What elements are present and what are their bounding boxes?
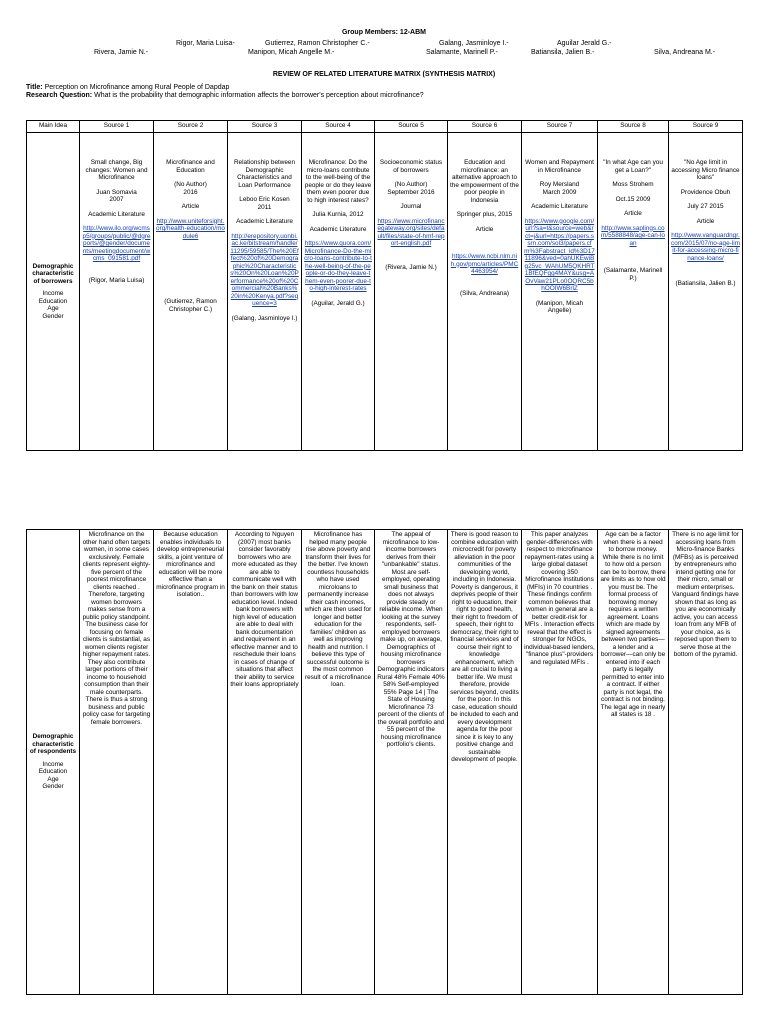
source-link[interactable]: http://www.saplings.com/5588848/age-can-loan bbox=[601, 224, 665, 247]
main-idea-cell bbox=[27, 133, 80, 451]
source-title: Women and Repayment in Microfinance bbox=[525, 159, 594, 174]
source-author: Julia Kurnia, 2012 bbox=[312, 211, 364, 218]
synthesis-cell: There is good reason to combine education with microcredit for poverty alleviation in the poor communities of the developing world, including in Indonesia. Poverty is dangerous, it deprives people of their right to education, their right to good health, their right to freedom of speech, their right to democracy, their right to financial services and of course their right to knowledge enhancement, which are all crucial to living a better life. We must therefore, provide services beyond, credits for the poor. In this case, education should be included to each and every development agenda for the poor since it is key to any positive change and sustainable development of people. bbox=[448, 530, 522, 995]
source-type: Academic Literature bbox=[531, 203, 588, 210]
matrix-title: REVIEW OF RELATED LITERATURE MATRIX (SYNTHESIS MATRIX) bbox=[272, 71, 496, 78]
column-header: Source 5 bbox=[375, 121, 448, 133]
source-cell bbox=[669, 133, 743, 451]
source-member: (Rigor, Maria Luisa) bbox=[88, 276, 145, 284]
source-year: September 2016 bbox=[387, 188, 435, 196]
member-name: Silva, Andreana M.- bbox=[654, 49, 716, 56]
member-name: Galang, Jasminloye I.- bbox=[439, 40, 509, 47]
source-type: Academic Literature bbox=[309, 225, 367, 233]
source-cell bbox=[448, 133, 522, 451]
source-link[interactable]: http://www.ilo.org/wcmsp5/groups/public/@dgreports/@gender/documents/meetingdocument/wcms_091581.pdf bbox=[82, 225, 151, 262]
source-link[interactable]: http://erepository.uonbi.ac.ke/bitstream/handle/11295/59585/The%20Effect%20of%20Demographic%20Characteristics%20On%20Loan%20Performance%20of%20Commercial%20Banks%20in%20Kenya.pdf?sequence=3 bbox=[230, 232, 299, 307]
source-author: (No Author) bbox=[394, 181, 428, 188]
synthesis-cell: Because education enables individuals to develop entrepreneurial skills, a joint venture of microfinance and education will be more effective than a microfinance program in isolation.. bbox=[154, 530, 228, 995]
source-author: Providence Obuh bbox=[680, 188, 731, 196]
member-name: Aguilar Jerald G.- bbox=[557, 40, 612, 47]
source-title: "No Age limit in accessing Micro finance loans" bbox=[671, 159, 740, 181]
column-header: Source 8 bbox=[598, 121, 669, 133]
main-idea-title: Demographic characteristic of respondents bbox=[29, 733, 77, 756]
column-header: Source 7 bbox=[522, 121, 598, 133]
source-author: Moss Strohem bbox=[612, 181, 654, 188]
source-year: July 27 2015 bbox=[687, 203, 724, 210]
source-type: Article bbox=[624, 210, 642, 217]
source-member: (Salamante, Marinell P.) bbox=[603, 267, 663, 282]
source-cell bbox=[522, 133, 598, 451]
source-member: (Galang, Jasminloye I.) bbox=[231, 314, 298, 322]
main-idea-item: Gender bbox=[42, 783, 64, 791]
source-title: Microfinance: Do the micro-loans contribute to the well-being of the people or do they leave them even poorer due to high interest rates? bbox=[304, 159, 372, 204]
title-line bbox=[26, 84, 229, 92]
source-cell bbox=[154, 133, 228, 451]
source-title: Microfinance and Education bbox=[166, 159, 215, 174]
source-author: Roy Mersland bbox=[539, 181, 580, 188]
synthesis-cell: According to Nguyen (2007) most banks consider favorably borrowers who are more educated as they are able to communicate well with the bank on their status than borrowers with low education level. Indeed bank borrowers with high level of education are able to deal with bank documentation and requirement in an effective manner and to reschedule their loans in cases of change of situations that affect their ability to service their loans appropriately bbox=[228, 530, 302, 995]
synthesis-cell: There is no age limit for accessing loans from Micro-finance Banks (MFBs) as is perceived by entrepreneurs who intend getting one for their micro, small or medium enterprises. Vanguard findings have shown that as long as you are economically active, you can access loan from any MFB of your choice, as is reposed upon them to serve those at the bottom of the pyramid. bbox=[669, 530, 743, 995]
column-header: Source 9 bbox=[669, 121, 743, 133]
member-name: Rigor, Maria Luisa- bbox=[176, 40, 235, 47]
source-title: Relationship between Demographic Characteristics and Loan Performance bbox=[233, 159, 296, 189]
source-type: Academic Literature bbox=[236, 218, 293, 225]
main-idea-item: Income bbox=[42, 760, 64, 768]
source-year: 2007 bbox=[109, 196, 124, 203]
source-member: (Rivera, Jamie N.) bbox=[385, 263, 437, 271]
table-row bbox=[27, 133, 743, 451]
sources-table bbox=[26, 120, 743, 451]
member-name: Batiansila, Jalien B.- bbox=[531, 49, 595, 56]
research-question-line bbox=[26, 92, 424, 100]
main-idea-cell bbox=[27, 530, 80, 995]
synthesis-cell: Microfinance on the other hand often targets women, in some cases exclusively. Female clients represent eighty-five percent of the poorest microfinance clients reached . Therefore, targeting women borrowers makes sense from a public policy standpoint. The business case for focusing on female clients is substantial, as women clients register higher repayment rates. They also contribute larger portions of their income to household consumption than their male counterparts. There is thus a strong business and public policy case for targeting female borrowers. bbox=[80, 530, 154, 995]
source-cell bbox=[302, 133, 375, 451]
main-idea-item: Income bbox=[42, 290, 64, 298]
source-title: Socioeconomic status of borrowers bbox=[379, 159, 443, 174]
source-author: Juan Somavia bbox=[96, 188, 137, 196]
member-name: Gutierrez, Ramon Christopher C.- bbox=[265, 40, 370, 47]
header-row bbox=[27, 121, 743, 133]
column-header: Source 3 bbox=[228, 121, 302, 133]
research-question-text: What is the probability that demographic information affects the borrower's perception about microfinance? bbox=[94, 92, 424, 99]
source-link[interactable]: http://www.vanguardngr.com/2015/07/no-age-limit-for-accessing-micro-finance-loans/ bbox=[671, 232, 740, 262]
source-title: Education and microfinance: an alternative approach to the empowerment of the poor people in Indonesia bbox=[450, 159, 519, 204]
research-question-label: Research Question: bbox=[26, 92, 93, 99]
synthesis-cell: Microfinance has helped many people rise above poverty and transform their lives for the better. I've known countless households who have used microloans to permanently increase their cash incomes, which are then used for longer and better education for the families' children as well as improving health and nutrition. I believe this type of successful outcome is the most common result of a microfinance loan. bbox=[302, 530, 375, 995]
source-year: Oct.15 2009 bbox=[615, 195, 651, 203]
member-name: Salamante, Marinell P.- bbox=[426, 49, 498, 56]
main-idea-item: Age bbox=[47, 775, 59, 783]
source-type: Article bbox=[696, 217, 715, 225]
members-row-1 bbox=[0, 40, 768, 49]
source-type: Journal bbox=[400, 203, 422, 210]
column-header: Source 1 bbox=[80, 121, 154, 133]
source-type: Academic Literature bbox=[88, 210, 145, 218]
source-cell bbox=[228, 133, 302, 451]
column-header: Source 4 bbox=[302, 121, 375, 133]
source-link[interactable]: https://www.ncbi.nlm.nih.gov/pmc/articles/PMC4463954/ bbox=[450, 253, 519, 275]
source-title: Small change, Big changes: Women and Microfinance bbox=[85, 159, 148, 181]
source-year: March 2009 bbox=[542, 188, 577, 196]
member-name: Manipon, Micah Angelle M.- bbox=[248, 49, 335, 56]
source-cell bbox=[375, 133, 448, 451]
column-header: Source 6 bbox=[448, 121, 522, 133]
source-link[interactable]: https://www.quora.com/Microfinance-Do-the-micro-loans-contribute-to-the-well-being-of-the-people-or-do-they-leave-them-even-poorer-due-to-high-interest-rates bbox=[304, 240, 372, 292]
source-author: (No Author) bbox=[174, 181, 207, 188]
column-header: Main Idea bbox=[27, 121, 80, 133]
title-text: Perception on Microfinance among Rural People of Dapdap bbox=[44, 84, 230, 91]
source-member: (Gutierrez, Ramon Christopher C.) bbox=[164, 298, 217, 313]
source-type: Article bbox=[181, 203, 200, 210]
main-idea-item: Education bbox=[38, 297, 68, 305]
source-author: Leboo Eric Kosen bbox=[239, 196, 290, 203]
source-member: (Manipon, Micah Angelle) bbox=[535, 299, 584, 314]
synthesis-cell: This paper analyzes gender-differences with respect to microfinance repayment-rates using a large global dataset covering 350 Microfinance Institutions (MFIs) in 70 countries . These findings confirm common believes that women in general are a better credit-risk for MFIs . Interaction effects reveal that the effect is stronger for NGOs, individual-based lenders, "finance plus"-providers and regulated MFIs . bbox=[522, 530, 598, 995]
column-header: Source 2 bbox=[154, 121, 228, 133]
source-title: "In what Age can you get a Loan?" bbox=[603, 159, 663, 174]
source-member: (Batiansila, Jalien B.) bbox=[675, 280, 736, 287]
source-cell bbox=[598, 133, 669, 451]
source-link[interactable]: http://www.uniteforsight.org/health-education/module6 bbox=[156, 217, 225, 240]
main-idea-title: Demographic characteristic of borrowers bbox=[32, 262, 74, 285]
members-row-2 bbox=[0, 49, 768, 58]
source-type: Article bbox=[475, 225, 494, 233]
synthesis-cell: The appeal of microfinance to low-income borrowers derives from their "unbankable" status. Most are self-employed, operating small business that does not always provide steady or reliable income. When looking at the survey respondents, self-employed borrowers make up, on average, Demographics of housing microfinance borrowers Demographic indicators Rural 48% Female 40% 58% Self-employed 55% Page 14 | The State of Housing Microfinance 73 percent of the clients of the overall portfolio and 55 percent of the housing microfinance portfolio's clients. bbox=[375, 530, 448, 995]
source-link[interactable]: https://www.microfinancegateway.org/sites/default/files/state-of-hmf-report-english.pdf bbox=[377, 217, 445, 247]
source-member: (Silva, Andreana) bbox=[459, 289, 510, 297]
main-idea-item: Age bbox=[47, 305, 59, 313]
source-member: (Aguilar, Jerald G.) bbox=[311, 299, 365, 307]
synthesis-table bbox=[26, 529, 743, 995]
main-idea-item: Gender bbox=[42, 312, 64, 320]
member-name: Rivera, Jamie N.- bbox=[94, 49, 149, 56]
source-link[interactable]: https://www.google.com/url?sa=t&source=web&rct=j&url=https://papers.ssrn.com/sol3/papers.cfm%3Fabstract_id%3D1711896&ved=0ahUKEwiBg25vc_WAhUM5QKHRT1BfEQFgg4MAY&usg=AOvVaw21PLo0OQRC5bhOOIW6BrlZ bbox=[524, 217, 595, 292]
source-year: 2011 bbox=[257, 203, 272, 211]
table-row bbox=[27, 530, 743, 995]
source-year: 2016 bbox=[183, 188, 198, 196]
synthesis-cell: Age can be a factor when there is a need to borrow money. While there is no limit to how old a person can be to borrow, there are limits as to how old you must be. The formal process of borrowing money requires a written agreement. Loans which are made by signed agreements between two parties—a lender and a borrower—can only be entered into if each party is legally permitted to enter into a contract. If either party is not legal, the contract is not binding. The legal age in nearly all states is 18 . bbox=[598, 530, 669, 995]
source-author: Springer plus, 2015 bbox=[456, 211, 513, 218]
group-title: Group Members: 12-ABM bbox=[341, 29, 426, 36]
main-idea-item: Education bbox=[38, 768, 68, 776]
source-cell bbox=[80, 133, 154, 451]
title-label: Title: bbox=[26, 84, 43, 91]
